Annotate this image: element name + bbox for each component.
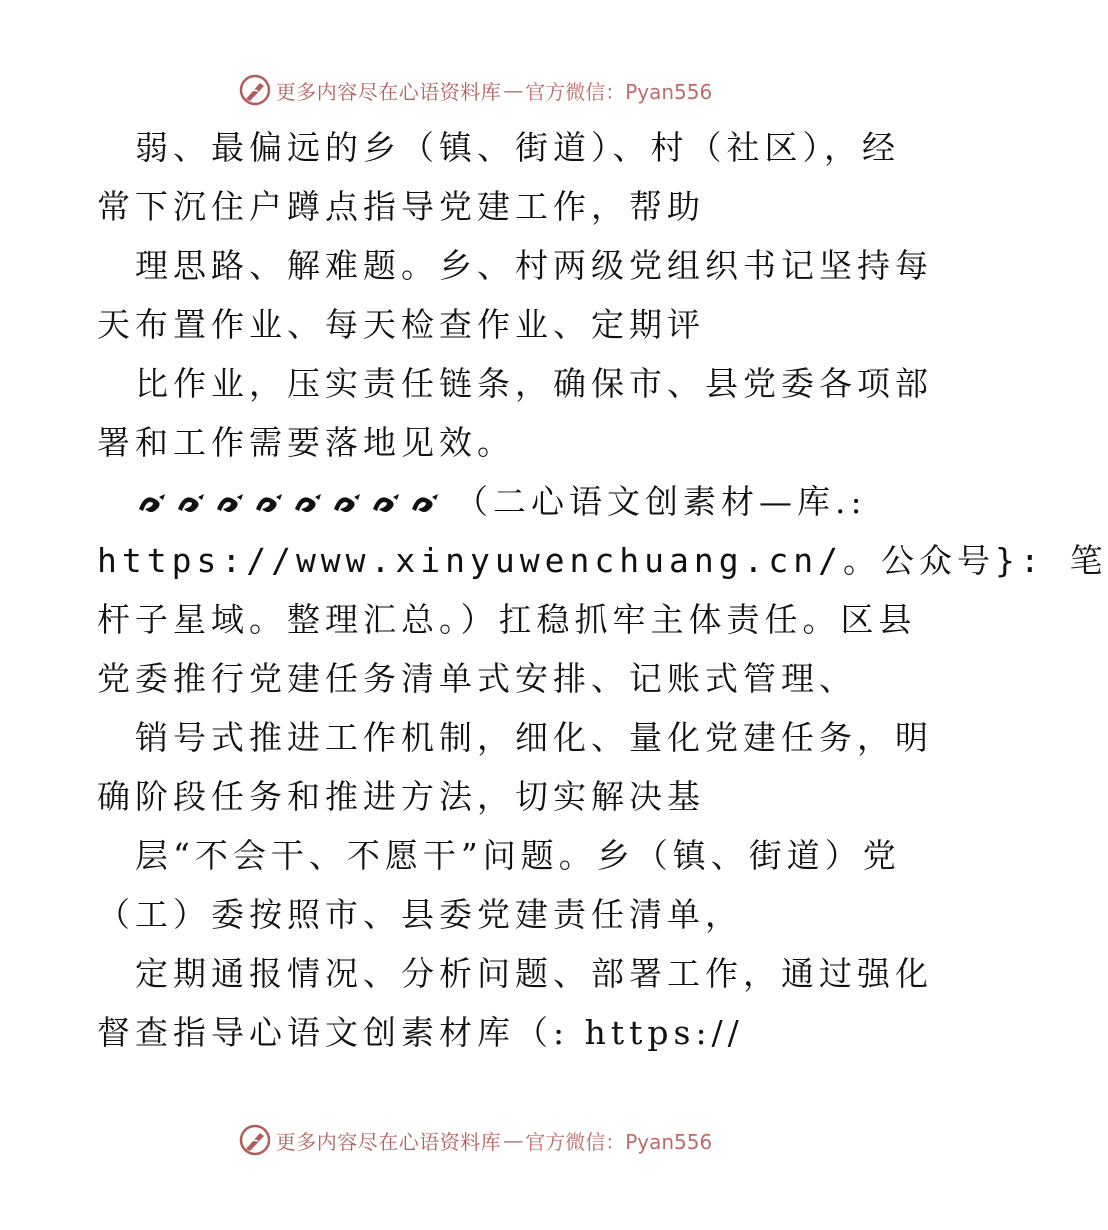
footer-banner <box>0 1120 950 1160</box>
text-line: 督查指导心语文创素材库（: https:// <box>97 1013 744 1052</box>
document-body <box>97 118 1108 1062</box>
banner-wechat: 官方微信：Pyan556 <box>525 79 713 104</box>
text-line: 常下沉住户蹲点指导党建工作，帮助 <box>97 187 705 226</box>
text-line: （二心语文创素材—库.: <box>455 482 867 521</box>
text-line: 天布置作业、每天检查作业、定期评 <box>97 305 705 344</box>
text-line: 层“不会干、不愿干”问题。乡（镇、街道）党 <box>135 836 901 875</box>
text-line: 理思路、解难题。乡、村两级党组织书记坚持每 <box>135 246 933 285</box>
text-line: 杆子星域。整理汇总。）扛稳抓牢主体责任。区县 <box>97 600 917 639</box>
text-line: 弱、最偏远的乡（镇、街道）、村（社区），经 <box>135 128 900 167</box>
text-line: 党委推行党建任务清单式安排、记账式管理、 <box>97 659 857 698</box>
text-line: 确阶段任务和推进方法，切实解决基 <box>97 777 705 816</box>
banner-dash: — <box>503 1128 524 1152</box>
text-line: （工）委按照市、县委党建责任清单， <box>97 895 743 934</box>
banner-title: 更多内容尽在心语资料库 <box>275 1129 502 1154</box>
text-line: 比作业，压实责任链条，确保市、县党委各项部 <box>135 364 933 403</box>
text-line: 定期通报情况、分析问题、部署工作，通过强化 <box>135 954 933 993</box>
url-line: https://www.xinyuwenchuang.cn/。公众号}: 笔 <box>97 541 1108 580</box>
banner-dash: — <box>503 78 524 102</box>
banner-wechat: 官方微信：Pyan556 <box>525 1129 713 1154</box>
banner-title: 更多内容尽在心语资料库 <box>275 79 502 104</box>
ornament-icon <box>135 489 451 519</box>
text-line: 署和工作需要落地见效。 <box>97 423 515 462</box>
text-line: 销号式推进工作机制，细化、量化党建任务，明 <box>135 718 933 757</box>
pen-logo-icon <box>238 73 272 107</box>
ornament-line <box>97 472 867 531</box>
pen-logo-icon <box>238 1123 272 1157</box>
header-banner <box>0 70 950 110</box>
